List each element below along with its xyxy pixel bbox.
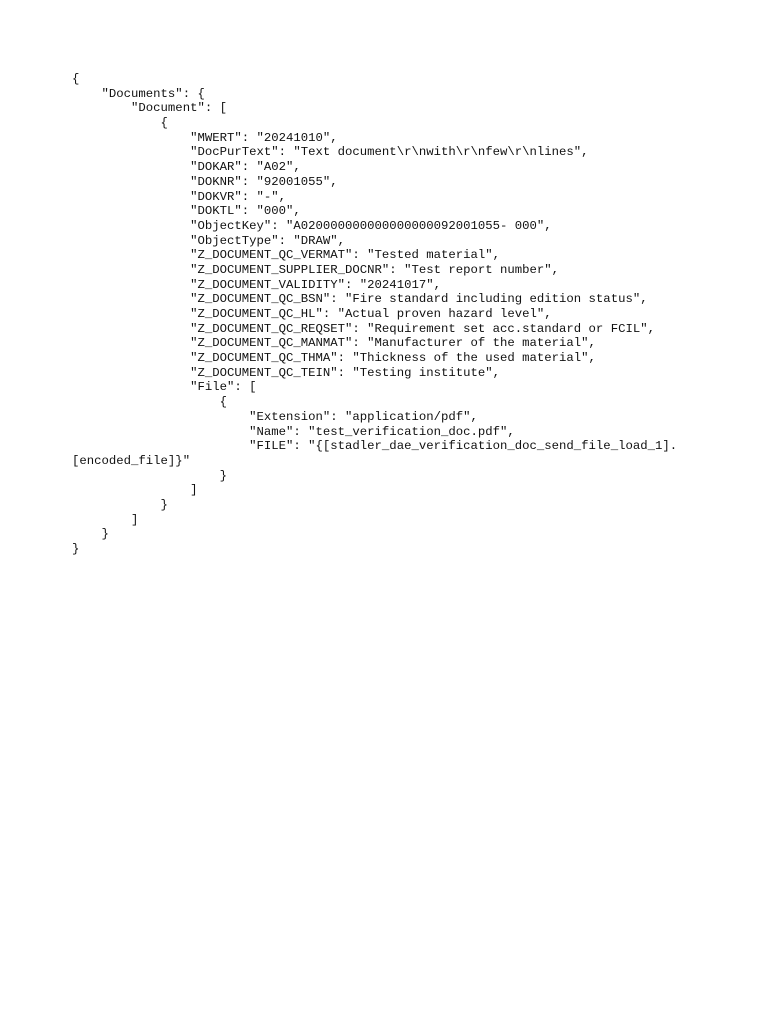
code-line: } [72,468,227,483]
code-line: "DOKVR": "-", [72,189,287,204]
code-line: "Z_DOCUMENT_VALIDITY": "20241017", [72,277,441,292]
code-line: } [72,542,80,556]
code-line: "FILE": "{[stadler_dae_verification_doc_send_file_load_1]. [72,439,678,454]
code-line: "Z_DOCUMENT_QC_VERMAT": "Tested material", [72,248,501,263]
code-line: "Extension": "application/pdf", [72,409,478,424]
code-line: "Z_DOCUMENT_QC_TEIN": "Testing institute", [72,365,501,380]
code-line: "DocPurText": "Text document\r\nwith\r\nfew\r\nlines", [72,145,589,160]
code-line: "Z_DOCUMENT_QC_MANMAT": "Manufacturer of the material", [72,336,596,351]
code-line: "DOKTL": "000", [72,204,301,219]
code-line: "Z_DOCUMENT_SUPPLIER_DOCNR": "Test report number", [72,262,560,277]
code-line: { [72,72,80,86]
code-line: "Z_DOCUMENT_QC_BSN": "Fire standard including edition status", [72,292,648,307]
code-line: { [72,116,168,131]
code-line: "Documents": { [72,86,205,101]
code-line: } [72,497,168,512]
code-line: "MWERT": "20241010", [72,130,338,145]
code-line: "Z_DOCUMENT_QC_THMA": "Thickness of the used material", [72,351,596,366]
code-line: } [72,527,109,542]
code-line: "Z_DOCUMENT_QC_HL": "Actual proven hazard level", [72,307,552,321]
json-document [72,72,712,557]
code-line: [encoded_file]}" [72,453,191,468]
code-line: "ObjectType": "DRAW", [72,233,346,248]
code-line: { [72,395,227,410]
code-line: "Document": [ [72,101,227,116]
code-line: "File": [ [72,380,257,395]
code-line: "Name": "test_verification_doc.pdf", [72,424,515,439]
code-line: "ObjectKey": "A020000000000000000092001055- 000", [72,218,552,233]
code-line: ] [72,512,139,527]
code-line: "Z_DOCUMENT_QC_REQSET": "Requirement set acc.standard or FCIL", [72,321,655,336]
code-line: "DOKNR": "92001055", [72,174,338,189]
code-line: ] [72,483,198,498]
code-line: "DOKAR": "A02", [72,160,301,175]
